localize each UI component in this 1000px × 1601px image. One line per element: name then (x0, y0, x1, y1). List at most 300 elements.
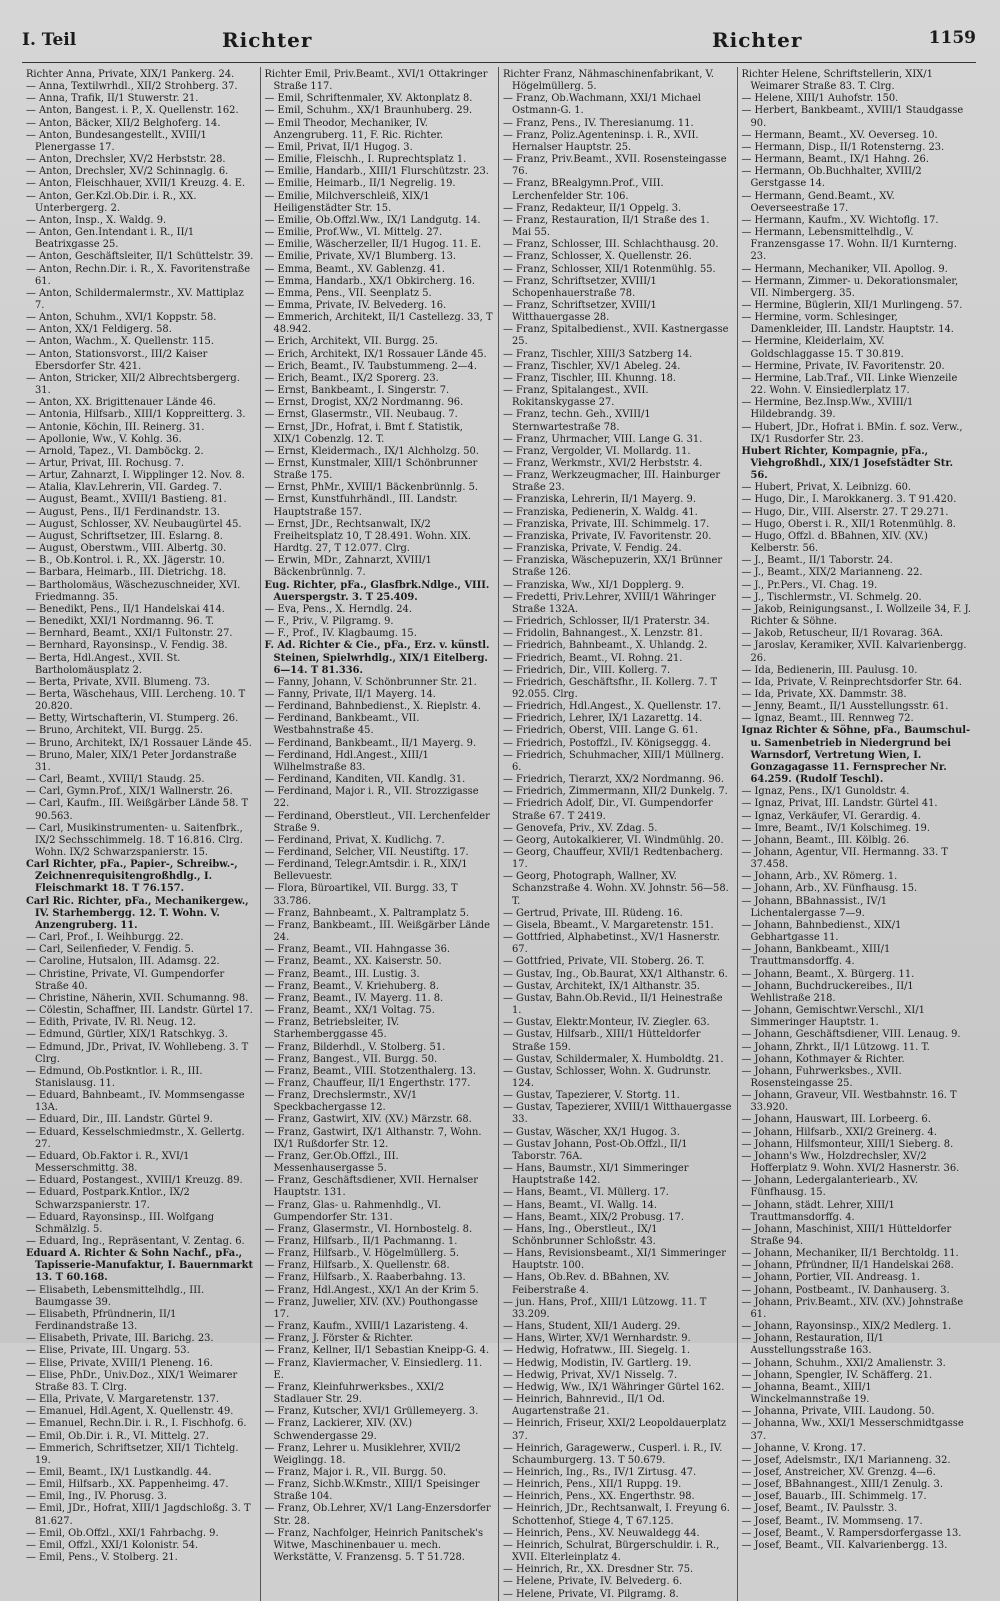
directory-entry: — Franziska, Lehrerin, II/1 Mayerg. 9. (503, 494, 696, 506)
directory-entry: — Hermann, Beamt., IX/1 Hahng. 26. (741, 154, 929, 166)
directory-entry: — Friedrich, Beamt., VI. Rohng. 21. (503, 652, 683, 664)
directory-entry: — Johann, Beamt., III. Kölblg. 26. (741, 834, 910, 846)
directory-entry: — Anton, Ger.Kzl.Ob.Dir. i. R., XX. Unterbergerg. 2. (26, 190, 197, 214)
directory-entry: — Jakob, Retuscheur, II/1 Rovarag. 36A. (741, 628, 944, 640)
directory-entry: — Heinrich, Ing., Rs., IV/1 Zirtusg. 47. (503, 1466, 697, 1478)
directory-entry: — Hedwig, Ww., IX/1 Währinger Gürtel 162. (503, 1381, 725, 1393)
directory-entry: — Franz, Hilfsarb., X. Quellenstr. 68. (264, 1260, 450, 1272)
directory-entry: — Georg, Chauffeur, XVII/1 Redtenbacherg. 17. (503, 847, 723, 871)
directory-entry: — Ferdinand, Major i. R., VII. Strozzigasse 22. (264, 786, 479, 810)
directory-entry: — Franz, Kutscher, XVI/1 Grüllemeyerg. 3. (264, 1406, 479, 1418)
directory-entry: — Artur, Zahnarzt, I. Wipplinger 12. Nov. 8. (26, 470, 245, 482)
directory-entry: — Anton, XX/1 Feldigerg. 58. (26, 324, 172, 336)
directory-entry: — Emilie, Fleischh., I. Ruprechtsplatz 1. (264, 154, 467, 166)
directory-entry: — J., Tischlermstr., VI. Schmelg. 20. (741, 591, 922, 603)
section-label: I. Teil (22, 30, 77, 50)
directory-entry: — Bruno, Architekt, IX/1 Rossauer Lände 45. (26, 737, 252, 749)
directory-entry: — Hugo, Dir., I. Marokkanerg. 3. T 91.420. (741, 494, 957, 506)
directory-entry: — Erich, Architekt, VII. Burgg. 25. (264, 336, 438, 348)
directory-entry: — Johann, Zhrkt., II/1 Lützowg. 11. T. (741, 1041, 930, 1053)
directory-entry: — jun. Hans, Prof., XIII/1 Lützowg. 11. T 33.209. (503, 1296, 707, 1320)
directory-entry: — Emilie, Heimarb., II/1 Negrelig. 19. (264, 178, 456, 190)
directory-entry: — Johann, Hilfsarb., XXI/2 Greinerg. 4. (741, 1126, 937, 1138)
directory-entry: — Artur, Privat, III. Rochusg. 7. (26, 458, 185, 469)
directory-entry: — Hermine, Büglerin, XII/1 Murlingeng. 57. (741, 299, 963, 311)
directory-entry: — Cölestin, Schaffner, III. Landstr. Gürtel 17. (26, 1005, 253, 1017)
directory-entry: — Franz, Hilfsarb., X. Raaberbahng. 13. (264, 1272, 466, 1284)
directory-entry: — Franz, Uhrmacher, VIII. Lange G. 31. (503, 433, 703, 445)
directory-entry: — Emilie, Private, XV/1 Blumberg. 13. (264, 251, 457, 263)
directory-entry: — Hubert, Privat, X. Leibnizg. 60. (741, 482, 912, 494)
directory-entry: — Heinrich, Schulrat, Bürgerschuldir. i. R., XVII. Elterleinplatz 4. (503, 1539, 720, 1564)
directory-entry: — Ida, Bedienerin, III. Paulusg. 10. (741, 664, 918, 676)
directory-entry: — Anton, XX. Brigittenauer Lände 46. (26, 397, 216, 409)
directory-entry: — Erich, Beamt., IV. Taubstummeng. 2—4. (264, 360, 477, 372)
header-keyword-right: Richter (712, 28, 803, 52)
directory-entry: — Johann, Hauswart, III. Lorbeerg. 6. (741, 1114, 931, 1126)
directory-entry: — Franz, Drechslermstr., XV/1 Speckbachergasse 12. (264, 1090, 418, 1114)
directory-entry: Richter Helene, Schriftstellerin, XIX/1 Weimarer Straße 83. T. Clrg. (741, 69, 933, 93)
directory-entry: — Franz, Klaviermacher, V. Einsiedlerg. 11. E. (264, 1357, 483, 1381)
directory-entry: — Gustav, Schildermaler, X. Humboldtg. 21. (503, 1053, 724, 1065)
directory-entry: — Johann's Ww., Holzdrechsler, XV/2 Hofferplatz 9. Wohn. XVI/2 Hasnerstr. 36. (741, 1150, 960, 1175)
directory-entry: — Franz, Beamt., III. Lustig. 3. (264, 968, 420, 980)
directory-entry: — Flora, Büroartikel, VII. Burgg. 33, T 33.786. (264, 883, 458, 907)
directory-entry: — Franz, Beamt., XX/1 Voltag. 75. (264, 1005, 435, 1017)
directory-entry: — Bartholomäus, Wäschezuschneider, XVI. Friedmanng. 35. (26, 579, 241, 603)
directory-entry: — Gustav, Hilfsarb., XIII/1 Hütteldorfer Straße 159. (503, 1029, 701, 1053)
directory-entry: — Ferdinand, Bankbeamt., VII. Westbahnstraße 45. (264, 713, 420, 737)
directory-entry: — Anton, Fleischhauer, XVII/1 Kreuzg. 4. E. (26, 178, 246, 190)
directory-entry: — Hermann, Mechaniker, VII. Apollog. 9. (741, 263, 948, 275)
directory-entry: — Gottfried, Private, VII. Stoberg. 26. T. (503, 956, 705, 968)
directory-entry: — Helene, XIII/1 Auhofstr. 150. (741, 93, 899, 105)
directory-entry: — Friedrich, Hdl.Angest., X. Quellenstr. 17. (503, 701, 722, 713)
directory-entry: — Ferdinand, Hdl.Angest., XIII/1 Wilhelmstraße 83. (264, 749, 429, 773)
directory-entry: — Hugo, Dir., VIII. Alserstr. 27. T 29.271. (741, 506, 949, 518)
directory-entry: — Franz, Beamt., XX. Kaiserstr. 50. (264, 956, 442, 968)
directory-entry: — Johann, Restauration, II/1 Ausstellungsstraße 163. (741, 1333, 884, 1357)
directory-entry: — Ferdinand, Kanditen, VII. Kandlg. 31. (264, 774, 466, 786)
directory-entry: — Hermine, Private, IV. Favoritenstr. 20. (741, 360, 945, 372)
directory-entry: — Franz, techn. Geh., XVIII/1 Sternwartestraße 78. (503, 409, 651, 433)
directory-entry: — Johann, Spengler, IV. Schäfferg. 21. (741, 1369, 933, 1381)
directory-entry: — Edmund, Gürtler, XIX/1 Ratschkyg. 3. (26, 1029, 228, 1041)
directory-entry: — Franz, Kellner, II/1 Sebastian Kneipp-G. 4. (264, 1345, 490, 1357)
directory-entry: — Jaroslav, Keramiker, XVII. Kalvarienbergg. 26. (741, 640, 967, 664)
directory-entry: — Barbara, Heimarb., III. Dietrichg. 18. (26, 567, 227, 579)
directory-entry: — Ernst, PhMr., XVIII/1 Bäckenbrünnlg. 5. (264, 482, 479, 494)
directory-entry: — Helene, Private, IV. Belvederg. 6. (503, 1576, 683, 1588)
directory-entry: — Franziska, Private, IV. Favoritenstr. 20. (503, 530, 712, 542)
directory-entry: — Franz, Bangest., VII. Burgg. 50. (264, 1053, 438, 1065)
directory-entry: Carl Richter, pFa., Papier-, Schreibw.-, Zeichnenrequisitengroßhdlg., I. Fleischmarkt 18. T 76.157. (26, 859, 238, 895)
directory-entry: — Emil, Ing., IV. Phorusg. 3. (26, 1491, 167, 1503)
directory-entry: — Gustav, Schlosser, Wohn. X. Gudrunstr. 124. (503, 1065, 712, 1089)
directory-entry: — Franz, Schlosser, XII/1 Rotenmühlg. 55. (503, 263, 716, 275)
directory-entry: — Ignaz, Verkäufer, VI. Gerardig. 4. (741, 810, 921, 822)
directory-entry: — Elise, PhDr., Univ.Doz., XIX/1 Weimarer Straße 83. T. Clrg. (26, 1369, 238, 1393)
directory-entry: — Gustav, Wäscher, XX/1 Hugog. 3. (503, 1126, 680, 1138)
directory-entry: — Anton, Stationsvorst., III/2 Kaiser Ebersdorfer Str. 421. (26, 348, 208, 372)
directory-entry: — Friedrich Adolf, Dir., VI. Gumpendorfer Straße 67. T 2419. (503, 798, 713, 822)
directory-entry: — Franz, Beamt., VIII. Stotzenthalerg. 13. (264, 1065, 476, 1077)
directory-entry: — Eduard, Kesselschmiedmstr., X. Gellertg. 27. (26, 1126, 245, 1150)
directory-entry: — Josef, BBahnangest., XIII/1 Zenulg. 3. (741, 1479, 943, 1491)
directory-entry: — Georg, Photograph, Wallner, XV. Schanzstraße 4. Wohn. XV. Johnstr. 56—58. T. (503, 871, 729, 907)
directory-entry: — Hermine, Kleiderlaim, XV. Goldschlaggasse 15. T 30.819. (741, 336, 904, 360)
directory-entry: — Franziska, Wäschepuzerin, XX/1 Brünner Straße 126. (503, 555, 723, 579)
directory-entry: — Bruno, Maler, XIX/1 Peter Jordanstraße 31. (26, 749, 237, 773)
directory-entry: — Johanna, Private, VIII. Laudong. 50. (741, 1406, 935, 1418)
directory-entry: — Franziska, Pedienerin, X. Waldg. 41. (503, 506, 698, 518)
directory-entry: — Franz, Nachfolger, Heinrich Panitschek's Witwe, Maschinenbauer u. mech. Werkstätte, V. Franzensg. 5. T 51.728. (264, 1527, 484, 1564)
directory-entry: — Franziska, Private, V. Fendig. 24. (503, 543, 682, 555)
directory-entry: — Hermann, Zimmer- u. Dekorationsmaler, VII. Nimbergerg. 35. (741, 275, 959, 299)
directory-entry: — Johann, Bankbeamt., XIII/1 Trauttmansdorffg. 4. (741, 944, 891, 968)
directory-entry: — Franz, Beamt., VII. Hahngasse 36. (264, 944, 451, 956)
directory-entry: — Arnold, Tapez., VI. Damböckg. 2. (26, 445, 204, 457)
directory-entry: Ignaz Richter & Söhne, pFa., Baumschul- u. Samenbetrieb in Niedergrund bei Warnsdorf, Vertretung Wien, I. Gonzagagasse 11. Fernsprecher Nr. 64.259. (Rudolf Teschl). (741, 725, 971, 786)
directory-entry: — Ella, Private, V. Margaretenstr. 137. (26, 1394, 220, 1406)
directory-entry: — Emmerich, Schriftsetzer, XII/1 Tichtelg. 19. (26, 1442, 239, 1466)
directory-entry: — B., Ob.Kontrol. i. R., XX. Jägerstr. 10. (26, 555, 225, 567)
directory-entry: — Friedrich, Bahnbeamt., X. Uhlandg. 2. (503, 640, 708, 652)
directory-entry: — Gustav Johann, Post-Ob.Offzl., II/1 Taborstr. 76A. (503, 1138, 688, 1162)
directory-entry: — Johann, Hilfsmonteur, XIII/1 Sieberg. 8. (741, 1138, 954, 1150)
directory-entry: Eug. Richter, pFa., Glasfbrk.Ndlge., VIII. Auerspergstr. 3. T 25.409. (264, 579, 490, 603)
directory-entry: — Antonie, Köchin, III. Reinerg. 31. (26, 421, 205, 433)
column-1 (22, 67, 261, 1601)
directory-entry: — Franz, Pens., IV. Theresianumg. 11. (503, 117, 694, 129)
directory-entry: — Franz, Spitalbedienst., XVII. Kastnergasse 25. (503, 324, 729, 348)
directory-entry: — Hugo, Oberst i. R., XII/1 Rotenmühlg. 8. (741, 518, 956, 530)
directory-entry: — Franz, Spitalangest., XVII. Rokitanskygasse 27. (503, 385, 649, 409)
directory-entry: — Franz, Gastwirt, IX/1 Althanstr. 7, Wohn. IX/1 Rußdorfer Str. 12. (264, 1126, 482, 1150)
directory-entry: — Betty, Wirtschafterin, VI. Stumperg. 26. (26, 713, 239, 725)
directory-entry: — Anton, Schildermalermstr., XV. Mattiplaz 7. (26, 287, 244, 311)
directory-entry: — Franz, Major i. R., VII. Burgg. 50. (264, 1466, 447, 1478)
directory-entry: — Franz, Beamt., V. Kriehuberg. 8. (264, 980, 439, 992)
directory-entry: — Elisabeth, Private, III. Barichg. 23. (26, 1333, 214, 1345)
directory-entry: — Emma, Pens., VII. Seenplatz 5. (264, 287, 432, 299)
directory-entry: — Josef, Bauarb., III. Schimmelg. 17. (741, 1491, 927, 1503)
directory-entry: — Franz, J. Förster & Richter. (264, 1333, 413, 1345)
directory-entry: — Edith, Private, IV. Rl. Neug. 12. (26, 1017, 196, 1029)
directory-entry: — Emilie, Prof.Ww., VI. Mittelg. 27. (264, 227, 443, 239)
directory-entry: — Josef, Beamt., IV. Mommseng. 17. (741, 1515, 923, 1527)
directory-entry: — Johann, Portier, VII. Andreasg. 1. (741, 1272, 921, 1284)
directory-entry: — Emil, Privat, II/1 Hugog. 3. (264, 141, 413, 153)
directory-entry: — Franz, Tischler, XV/1 Abeleg. 24. (503, 360, 681, 372)
directory-entry: — Edmund, Ob.Postkntlor. i. R., III. Stanislausg. 11. (26, 1065, 203, 1089)
directory-entry: Richter Emil, Priv.Beamt., XVI/1 Ottakringer Straße 117. (264, 69, 488, 93)
directory-entry: — Anton, Insp., X. Waldg. 9. (26, 214, 167, 226)
directory-entry: — Ignaz, Privat, III. Landstr. Gürtel 41. (741, 798, 938, 810)
directory-entry: — Franz, Hilfsarb., II/1 Pachmanng. 1. (264, 1236, 458, 1247)
directory-entry: — Carl, Gymn.Prof., XIX/1 Wallnerstr. 26. (26, 786, 233, 798)
directory-entry: — Ida, Private, XX. Dammstr. 38. (741, 688, 907, 700)
directory-entry: — Edmund, JDr., Privat, IV. Wohllebeng. 3. T Clrg. (26, 1041, 249, 1065)
directory-entry: — Erich, Architekt, IX/1 Rossauer Lände 45. (264, 348, 487, 360)
directory-entry: — Johann, Pfründner, II/1 Handelskai 268. (741, 1260, 954, 1272)
directory-entry: — Johann, Agentur, VII. Hermanng. 33. T 37.458. (741, 847, 948, 871)
directory-entry: — Johann, Ledergalanteriearb., XV. Fünfhausg. 15. (741, 1175, 919, 1199)
directory-entry: — Hermann, Ob.Buchhalter, XVIII/2 Gerstgasse 14. (741, 166, 922, 190)
directory-entry: — Johann, städt. Lehrer, XIII/1 Trauttmansdorffg. 4. (741, 1199, 895, 1223)
directory-entry: — Johann, Priv.Beamt., XIV. (XV.) Johnstraße 61. (741, 1296, 964, 1320)
directory-entry: — Franz, Priv.Beamt., XVII. Rosensteingasse 76. (503, 154, 727, 178)
directory-entry: — Johann, BBahnassist., IV/1 Lichentalergasse 7—9. (741, 895, 888, 919)
directory-entry: — Hermann, Kaufm., XV. Wichtoflg. 17. (741, 214, 939, 226)
directory-entry: — Hans, Beamt., XIX/2 Probusg. 17. (503, 1211, 685, 1223)
directory-entry: — Franz, Chauffeur, II/1 Engerthstr. 177. (264, 1077, 471, 1089)
directory-entry: — Franz, Restauration, II/1 Straße des 1. Mai 55. (503, 214, 710, 239)
directory-entry: — Hubert, JDr., Hofrat i. BMin. f. soz. Verw., IX/1 Rusdorfer Str. 23. (741, 421, 963, 445)
directory-entry: — Franz, Ob.Wachmann, XXI/1 Michael Ostmann-G. 1. (503, 93, 701, 117)
directory-entry: — Emma, Private, IV. Belvederg. 16. (264, 299, 447, 311)
directory-entry: — Hans, Ob.Rev. d. BBahnen, XV. Feiberstraße 4. (503, 1272, 670, 1296)
directory-entry: — Franz, Gastwirt, XIV. (XV.) Märzstr. 68. (264, 1114, 472, 1126)
column-4 (738, 67, 977, 1601)
directory-entry: — Ernst, Glasermstr., VII. Neubaug. 7. (264, 409, 458, 421)
directory-entry: — Franz, Bahnbeamt., X. Paltramplatz 5. (264, 907, 470, 919)
directory-entry: — Eduard, Ob.Faktor i. R., XVI/1 Messerschmittg. 38. (26, 1150, 190, 1175)
page-number: 1159 (928, 28, 976, 48)
directory-entry: — Ferdinand, Bankbeamt., II/1 Mayerg. 9. (264, 737, 477, 749)
directory-entry: — Johann, Gemischtwr.Verschl., XI/1 Simmeringer Hauptstr. 1. (741, 1005, 925, 1029)
directory-entry: — F., Prof., IV. Klagbaumg. 15. (264, 628, 417, 640)
directory-entry: — Heinrich, Friseur, XXI/2 Leopoldauerplatz 37. (503, 1418, 727, 1442)
directory-entry: — Johann, Fuhrwerksbes., XVII. Rosensteingasse 25. (741, 1065, 902, 1089)
directory-entry: — Johanne, V. Krong. 17. (741, 1442, 866, 1454)
directory-entry: — Emil, JDr., Hofrat, XIII/1 Jagdschloßg. 3. T 81.627. (26, 1503, 251, 1527)
directory-entry: — Heinrich, Pens., XV. Neuwaldegg 44. (503, 1527, 700, 1539)
directory-entry: — Franz, Hdl.Angest., XX/1 An der Krim 5. (264, 1284, 479, 1296)
directory-entry: — Franz, Kaufm., XVIII/1 Lazaristeng. 4. (264, 1321, 469, 1333)
directory-entry: — Berta, Hdl.Angest., XVII. St. Bartholomäusplatz 2. (26, 652, 181, 676)
directory-entry: — Eduard, Rayonsinsp., III. Wolfgang Schmälzlg. 5. (26, 1211, 215, 1235)
directory-entry: — Emilie, Milchverschleiß, XIX/1 Heiligenstädter Str. 15. (264, 190, 430, 214)
directory-entry: — Atalia, Klav.Lehrerin, VII. Gardeg. 7. (26, 482, 223, 494)
directory-entry: — Friedrich, Schlosser, II/1 Praterstr. 34. (503, 616, 710, 628)
directory-entry: — Franz, Tischler, XIII/3 Satzberg 14. (503, 348, 693, 360)
directory-entry: — Genovefa, Priv., XV. Zdag. 5. (503, 822, 658, 834)
directory-entry: — Ernst, Drogist, XX/2 Nordmanng. 96. (264, 397, 464, 409)
directory-entry: — Franz, Ob.Lehrer, XV/1 Lang-Enzersdorfer Str. 28. (264, 1503, 491, 1527)
directory-entry: — Fanny, Private, II/1 Mayerg. 14. (264, 688, 436, 700)
directory-entry: — Anton, Drechsler, XV/2 Schinnaglg. 6. (26, 166, 229, 178)
directory-entry: — Franz, Geschäftsdiener, XVII. Hernalser Hauptstr. 131. (264, 1175, 478, 1199)
directory-entry: — Ernst, JDr., Rechtsanwalt, IX/2 Freiheitsplatz 10, T 28.491. Wohn. XIX. Hardtg. 27, T 12.077. Clrg. (264, 518, 472, 555)
directory-entry: — Gustav, Ing., Ob.Baurat, XX/1 Althanstr. 6. (503, 968, 728, 980)
directory-entry: — Franz, Werkzeugmacher, III. Hainburger Straße 23. (503, 470, 721, 494)
directory-entry: — Johann, Kothmayer & Richter. (741, 1053, 905, 1065)
directory-entry: — Friedrich, Zimmermann, XII/2 Dunkelg. 7. (503, 786, 728, 798)
directory-entry: — Emil, Schriftenmaler, XV. Aktonplatz 8. (264, 93, 473, 105)
directory-entry: — Carl, Musikinstrumenten- u. Saitenfbrk., IX/2 Sechsschimmelg. 18. T 16.816. Clrg. Wohn. IX/2 Schwarzspanierstr. 15. (26, 822, 243, 858)
directory-entry: — Gustav, Tapezierer, V. Stortg. 11. (503, 1090, 680, 1102)
directory-entry: — Heinrich, Bahnrevid., II/1 Od. Augartenstraße 21. (503, 1394, 666, 1418)
directory-entry: — Georg, Autokalkierer, VI. Windmühlg. 20. (503, 834, 724, 846)
directory-entry: — Franz, Lackierer, XIV. (XV.) Schwendergasse 29. (264, 1418, 413, 1442)
directory-entry: — Johann, Geschäftsdiener, VIII. Lenaug. 9. (741, 1029, 961, 1041)
directory-entry: — Anton, Gen.Intendant i. R., II/1 Beatrixgasse 25. (26, 227, 195, 251)
header-keyword-left: Richter (222, 28, 313, 52)
directory-columns (22, 67, 976, 1600)
directory-entry: — August, Schlosser, XV. Neubaugürtel 45. (26, 518, 242, 530)
directory-entry: — Hans, Beamt., VI. Wallg. 14. (503, 1199, 658, 1211)
directory-entry: — Hermine, Lab.Traf., VII. Linke Wienzeile 22. Wohn. V. Einsiedlerplatz 17. (741, 372, 958, 397)
directory-entry: Carl Ric. Richter, pFa., Mechanikergew., IV. Starhembergg. 12. T. Wohn. V. Anzengruberg. 11. (26, 895, 249, 931)
directory-entry: — J., Beamt., II/1 Taborstr. 24. (741, 555, 893, 567)
directory-entry: — Franz, Betriebsleiter, IV. Starhemberggasse 45. (264, 1017, 400, 1041)
directory-entry: — Johanna, Beamt., XIII/1 Winckelmannstraße 19. (741, 1381, 872, 1406)
directory-entry: — Eduard, Bahnbeamt., IV. Mommsengasse 13A. (26, 1090, 245, 1114)
directory-entry: — Ernst, Bankbeamt., I. Singerstr. 7. (264, 385, 450, 397)
directory-entry: — Hermine, Bez.Insp.Ww., XVIII/1 Hildebrandg. 39. (741, 397, 914, 421)
directory-entry: — Fanny, Johann, V. Schönbrunner Str. 21. (264, 676, 477, 688)
directory-entry: — Emilie, Ob.Offzl.Ww., IX/1 Landgutg. 14. (264, 214, 481, 226)
directory-entry: — Elise, Private, III. Ungarg. 53. (26, 1345, 190, 1357)
directory-entry: — Ferdinand, Privat, X. Kudlichg. 7. (264, 834, 445, 846)
directory-entry: — Hedwig, Modistin, IV. Gartlerg. 19. (503, 1357, 692, 1369)
directory-entry: — Heinrich, JDr., Rechtsanwalt, I. Freyung 6. Schottenhof, Stiege 4, T 67.125. (503, 1503, 730, 1527)
directory-entry: — Eduard, Dir., III. Landstr. Gürtel 9. (26, 1114, 213, 1126)
directory-entry: — Elise, Private, XVIII/1 Pleneng. 16. (26, 1357, 213, 1369)
directory-entry: — Emil, Schuhm., XX/1 Braunhuberg. 29. (264, 105, 473, 117)
directory-entry: — Anna, Trafik, II/1 Stuwerstr. 21. (26, 93, 199, 105)
directory-entry: — Emil, Ob.Offzl., XXI/1 Fahrbachg. 9. (26, 1527, 219, 1539)
directory-entry: — Emilie, Handarb., XIII/1 Flurschützstr. 23. (264, 166, 489, 178)
directory-entry: — Hans, Wirter, XV/1 Wernhardstr. 9. (503, 1333, 691, 1345)
directory-entry: — Emil, Offzl., XXI/1 Kolonistr. 54. (26, 1539, 199, 1551)
directory-entry: F. Ad. Richter & Cie., pFa., Erz. v. künstl. Steinen, Spielwrhdlg., XIX/1 Eitelberg. 6—14. T 81.336. (264, 640, 490, 676)
directory-entry: — Johann, Postbeamt., IV. Danhauserg. 3. (741, 1284, 950, 1296)
directory-entry: — Eduard, Postangest., XVIII/1 Kreuzg. 89. (26, 1175, 243, 1187)
directory-entry: Hubert Richter, Kompagnie, pFa., Viehgroßhdl., XIX/1 Josefstädter Str. 56. (741, 445, 954, 482)
directory-entry: — Apollonie, Ww., V. Kohlg. 36. (26, 433, 182, 445)
directory-entry: — Friedrich, Tierarzt, XX/2 Nordmanng. 96. (503, 774, 725, 786)
directory-entry: — Franz, Juwelier, XIV. (XV.) Pouthongasse 17. (264, 1296, 478, 1320)
directory-entry: — Franz, BRealgymn.Prof., VIII. Lerchenfelder Str. 106. (503, 178, 664, 202)
directory-entry: — Johann, Arb., XV. Römerg. 1. (741, 871, 898, 883)
directory-entry: — Heinrich, Garagewerw., Cusperl. i. R., IV. Schaumburgerg. 13. T 50.679. (503, 1442, 723, 1466)
directory-entry: — Heinrich, Pens., XII/1 Ruppg. 19. (503, 1479, 682, 1491)
directory-entry: — Helene, Private, VI. Pilgramg. 8. (503, 1588, 679, 1600)
directory-entry: — Ignaz, Pens., IX/1 Gunoldstr. 4. (741, 786, 910, 798)
directory-entry: — Carl, Seilenfieder, V. Fendig. 5. (26, 944, 194, 956)
directory-entry: — Franz, Schlosser, X. Quellenstr. 26. (503, 251, 692, 263)
directory-entry: — Gertrud, Private, III. Rüdeng. 16. (503, 907, 683, 919)
directory-entry: — Anton, Wachm., X. Quellenstr. 115. (26, 336, 214, 348)
directory-entry: — Carl, Kaufm., III. Weißgärber Lände 58. T 90.563. (26, 798, 249, 822)
directory-entry: — Franz, Werkmstr., XVI/2 Herbststr. 4. (503, 458, 703, 469)
directory-entry: — Franz, Tischler, III. Khunng. 18. (503, 372, 677, 384)
directory-entry: — Bernhard, Beamt., XXI/1 Fultonstr. 27. (26, 628, 233, 640)
directory-entry: — Johann, Rayonsinsp., XIX/2 Medlerg. 1. (741, 1321, 952, 1333)
directory-entry: — Franziska, Private, III. Schimmelg. 17. (503, 518, 710, 530)
directory-entry: — F., Priv., V. Pilgramg. 9. (264, 616, 394, 628)
directory-entry: — Johann, Beamt., X. Bürgerg. 11. (741, 968, 915, 980)
directory-entry: — Emilie, Wäscherzeller, II/1 Hugog. 11. E. (264, 239, 482, 251)
directory-entry: — Erwin, MDr., Zahnarzt, XVIII/1 Bäckenbrünnlg. 7. (264, 555, 432, 579)
directory-entry: — Friedrich, Geschäftsfhr., II. Kollerg. 7. T 92.055. Clrg. (503, 676, 718, 700)
directory-entry: — Fridolin, Bahnangest., X. Lenzstr. 81. (503, 628, 703, 640)
directory-entry: — Josef, Anstreicher, XV. Grenzg. 4—6. (741, 1466, 936, 1478)
directory-entry: — Ignaz, Beamt., III. Rennweg 72. (741, 713, 914, 725)
directory-entry: — Gustav, Architekt, IX/1 Althanstr. 35. (503, 980, 701, 992)
directory-entry: — Anna, Textilwrhdl., XII/2 Strohberg. 37. (26, 81, 238, 93)
directory-entry: — Anton, Stricker, XII/2 Albrechtsbergerg. 31. (26, 372, 240, 397)
directory-entry: — Anton, Bäcker, XII/2 Belghoferg. 14. (26, 117, 221, 129)
directory-entry: — Emanuel, Hdl.Agent, X. Quellenstr. 49. (26, 1406, 234, 1418)
directory-entry: — Josef, Adelsmstr., IX/1 Marianneng. 32. (741, 1454, 951, 1466)
directory-entry: — Hedwig, Privat, XV/1 Nisselg. 7. (503, 1369, 678, 1381)
directory-entry: — Berta, Private, XVII. Blumeng. 73. (26, 676, 210, 688)
directory-entry: — Ferdinand, Oberstleut., VII. Lerchenfelder Straße 9. (264, 810, 490, 834)
directory-entry: — Hugo, Offzl. d. BBahnen, XIV. (XV.) Kelberstr. 56. (741, 530, 928, 555)
directory-entry: — Ferdinand, Selcher, VII. Neustiftg. 17. (264, 847, 469, 858)
directory-entry: — Friedrich, Dir., VIII. Kollerg. 7. (503, 664, 671, 676)
directory-entry: — Hermann, Gend.Beamt., XV. Oeverseestraße 17. (741, 190, 895, 214)
directory-entry: — Benedikt, Pens., II/1 Handelskai 414. (26, 603, 225, 615)
directory-entry: — Gustav, Elektr.Monteur, IV. Ziegler. 63. (503, 1017, 710, 1029)
directory-entry: — Emil, Hilfsarb., XX. Pappenheimg. 47. (26, 1479, 229, 1491)
directory-entry: — Franziska, Ww., XI/1 Dopplerg. 9. (503, 579, 685, 591)
directory-entry: — Franz, Bilderhdl., V. Stolberg. 51. (264, 1041, 446, 1053)
directory-entry: — Bruno, Architekt, VII. Burgg. 25. (26, 725, 204, 737)
directory-entry: — Johann, Bahnbedienst., XIX/1 Gebhartgasse 11. (741, 919, 902, 944)
directory-entry: Eduard A. Richter & Sohn Nachf., pFa., Tapisserie-Manufaktur, I. Bauernmarkt 13. T 60.168. (26, 1248, 254, 1284)
directory-entry: — Franz, Lehrer u. Musiklehrer, XVII/2 Weiglingg. 18. (264, 1442, 461, 1466)
directory-entry: — Imre, Beamt., IV/1 Kolschimeg. 19. (741, 822, 930, 834)
directory-entry: — Hedwig, Hofratww., III. Siegelg. 1. (503, 1345, 691, 1357)
directory-entry: — Hermann, Lebensmittelhdlg., V. Franzensgasse 17. Wohn. II/1 Kurnterng. 23. (741, 227, 957, 263)
directory-entry: — Johann, Buchdruckereibes., II/1 Wehlistraße 218. (741, 980, 914, 1004)
directory-entry: — Franz, Poliz.Agenteninsp. i. R., XVII. Hernalser Hauptstr. 25. (503, 129, 699, 153)
directory-entry: — August, Oberstwm., VIII. Albertg. 30. (26, 543, 227, 555)
directory-entry: — Hermann, Beamt., XV. Oeverseg. 10. (741, 129, 938, 141)
directory-entry: — Emil, Pens., V. Stolberg. 21. (26, 1552, 178, 1564)
directory-entry: — Franz, Bankbeamt., III. Weißgärber Lände 24. (264, 919, 490, 944)
directory-entry: — Emil, Ob.Dir. i. R., VI. Mittelg. 27. (26, 1430, 209, 1442)
directory-entry: — Franz, Ger.Ob.Offzl., III. Messenhausergasse 5. (264, 1150, 399, 1175)
directory-entry: — Franz, Glasermstr., VI. Hornbostelg. 8. (264, 1223, 473, 1235)
directory-entry: — Jakob, Reinigungsanst., I. Wollzeile 34, F. J. Richter & Söhne. (741, 603, 972, 628)
directory-entry: — Elisabeth, Pfründnerin, II/1 Ferdinandstraße 13. (26, 1308, 177, 1333)
directory-entry: — Hans, Ing., Oberstleut., IX/1 Schönbrunner Schloßstr. 43. (503, 1223, 658, 1247)
directory-entry: — Heinrich, Rr., XX. Dresdner Str. 75. (503, 1564, 694, 1576)
directory-entry: — Ernst, Kunstmaler, XIII/1 Schönbrunner Straße 175. (264, 458, 478, 482)
directory-entry: — Hans, Baumstr., XI/1 Simmeringer Hauptstraße 142. (503, 1163, 689, 1187)
directory-entry: — Jenny, Beamt., II/1 Ausstellungsstr. 61. (741, 701, 949, 713)
directory-entry: — August, Pens., II/1 Ferdinandstr. 13. (26, 506, 220, 518)
directory-entry: — Anton, Drechsler, XV/2 Herbststr. 28. (26, 154, 226, 166)
directory-entry: — Anton, Bangest. i. P., X. Quellenstr. 162. (26, 105, 239, 117)
directory-entry: — Emanuel, Rechn.Dir. i. R., I. Fischhofg. 6. (26, 1418, 247, 1430)
directory-entry: — Antonia, Hilfsarb., XIII/1 Koppreitterg. 3. (26, 409, 246, 421)
directory-entry: — Ernst, Kunstfuhrhändl., III. Landstr. Hauptstraße 157. (264, 494, 458, 518)
directory-entry: — Anton, Geschäftsleiter, II/1 Schüttelstr. 39. (26, 251, 254, 263)
directory-entry: — J., Pr.Pers., VI. Chag. 19. (741, 579, 878, 591)
directory-entry: — Ferdinand, Bahnbedienst., X. Rieplstr. 4. (264, 701, 481, 713)
directory-entry: — Anton, Schuhm., XVI/1 Koppstr. 58. (26, 312, 217, 324)
page-header (22, 26, 976, 63)
directory-entry: — Josef, Beamt., IV. Paulsstr. 3. (741, 1503, 898, 1515)
column-2 (261, 67, 500, 1601)
directory-entry: — Josef, Beamt., V. Rampersdorfergasse 13. (741, 1527, 962, 1539)
